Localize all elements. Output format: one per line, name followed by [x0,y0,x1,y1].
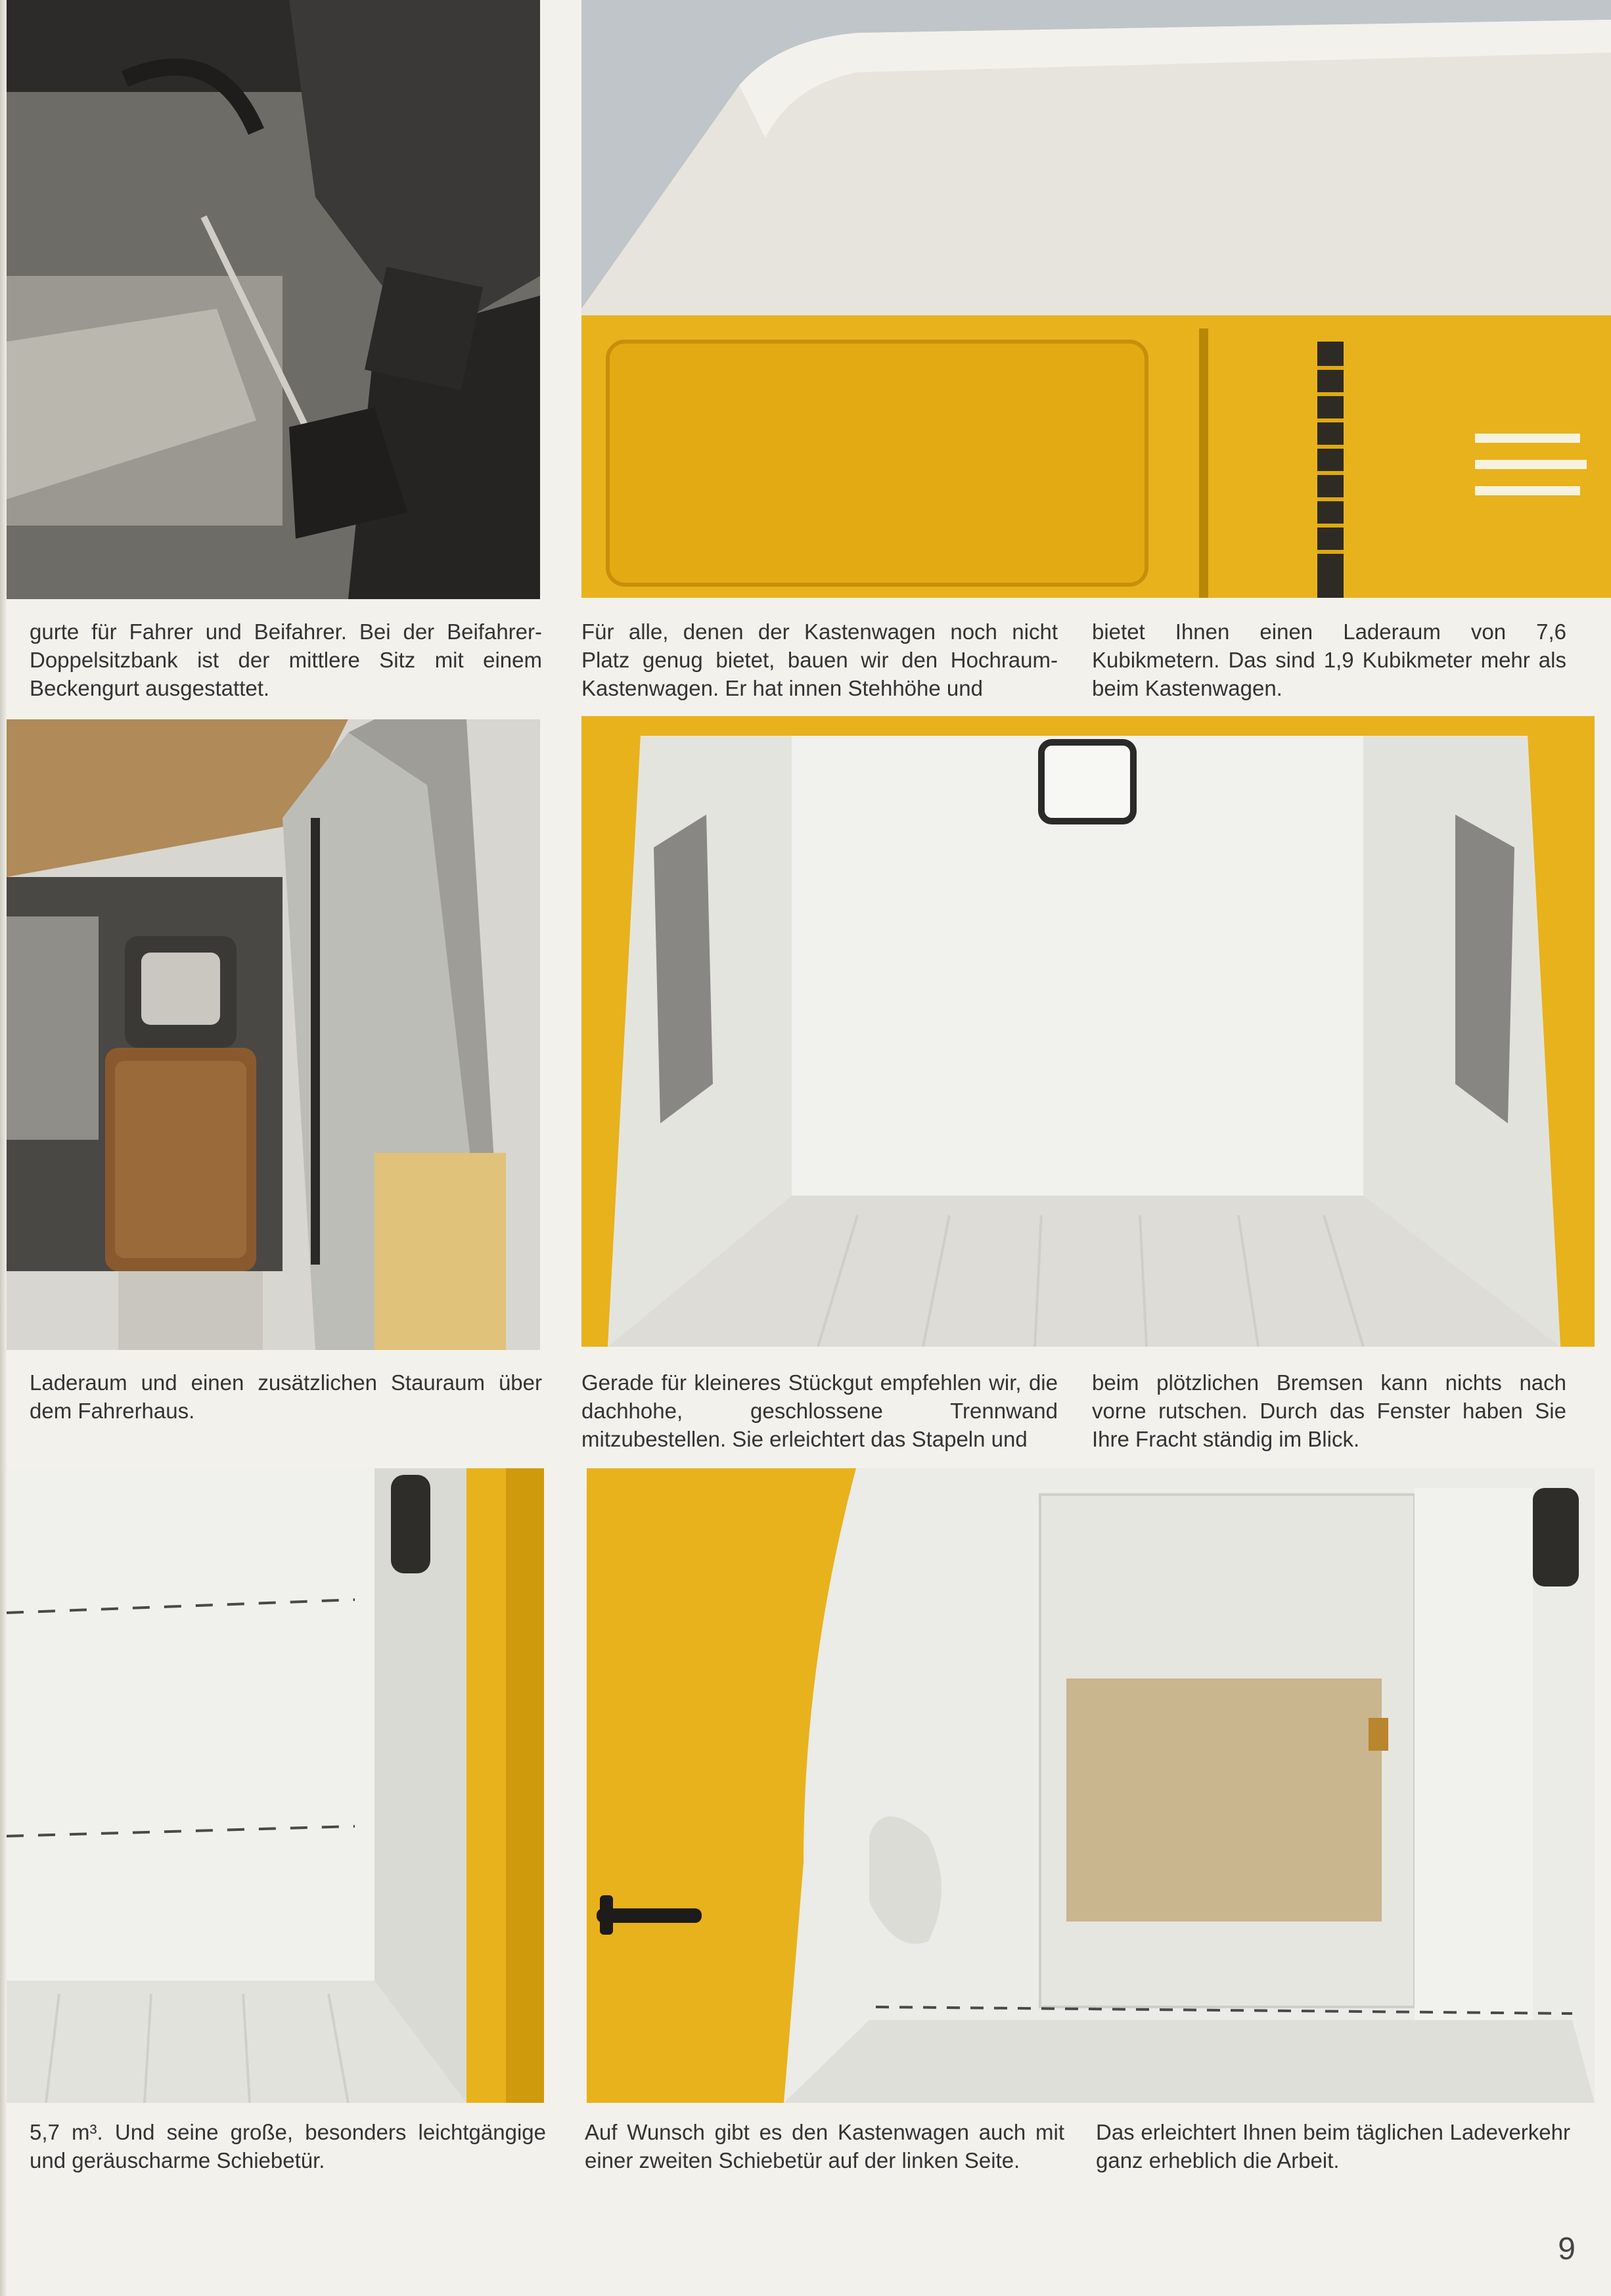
caption-trennwand: Gerade für kleineres Stückgut empfehlen wir, die dachhohe, geschlossene Trennwand mitzubestellen. Sie erleichtert das Stapeln und [581,1370,1058,1451]
page-spine [0,0,7,2296]
caption-stauraum: Laderaum und einen zusätzlichen Stauraum über dem Fahrerhaus. [30,1370,542,1423]
caption-zweite-schiebetuer: Auf Wunsch gibt es den Kastenwagen auch mit einer zweiten Schiebetür auf der linken Seite. [585,2120,1064,2172]
page-number: 9 [1558,2232,1576,2266]
caption-schiebetuer: 5,7 m³. Und seine große, besonders leichtgängige und geräuscharme Schiebetür. [30,2120,546,2172]
caption-bremsen-fenster: beim plötzlichen Bremsen kann nichts nach vorne rutschen. Durch das Fenster haben Sie Ihre Fracht ständig im Blick. [1092,1370,1566,1451]
caption-cab-seatbelts: gurte für Fahrer und Beifahrer. Bei der Beifahrer-Doppelsitzbank ist der mittlere Sitz mit einem Beckengurt ausgestattet. [30,619,542,700]
photo-hochraum-cab-interior [7,719,540,1350]
photo-hochraum-kastenwagen-exterior [581,0,1611,598]
caption-hochraum-intro: Für alle, denen der Kastenwagen noch nicht Platz genug bietet, bauen wir den Hochraum-Kastenwagen. Er hat innen Stehhöhe und [581,619,1058,700]
caption-laderaum-volume: bietet Ihnen einen Laderaum von 7,6 Kubikmetern. Das sind 1,9 Kubikmeter mehr als beim Kastenwagen. [1092,619,1566,700]
caption-ladeverkehr: Das erleichtert Ihnen beim täglichen Ladeverkehr ganz erheblich die Arbeit. [1096,2120,1570,2172]
photo-sliding-door-interior [7,1468,544,2103]
photo-cab-gear-lever [7,0,540,599]
photo-cargo-area-partition [581,716,1595,1347]
photo-second-sliding-door [587,1468,1595,2103]
